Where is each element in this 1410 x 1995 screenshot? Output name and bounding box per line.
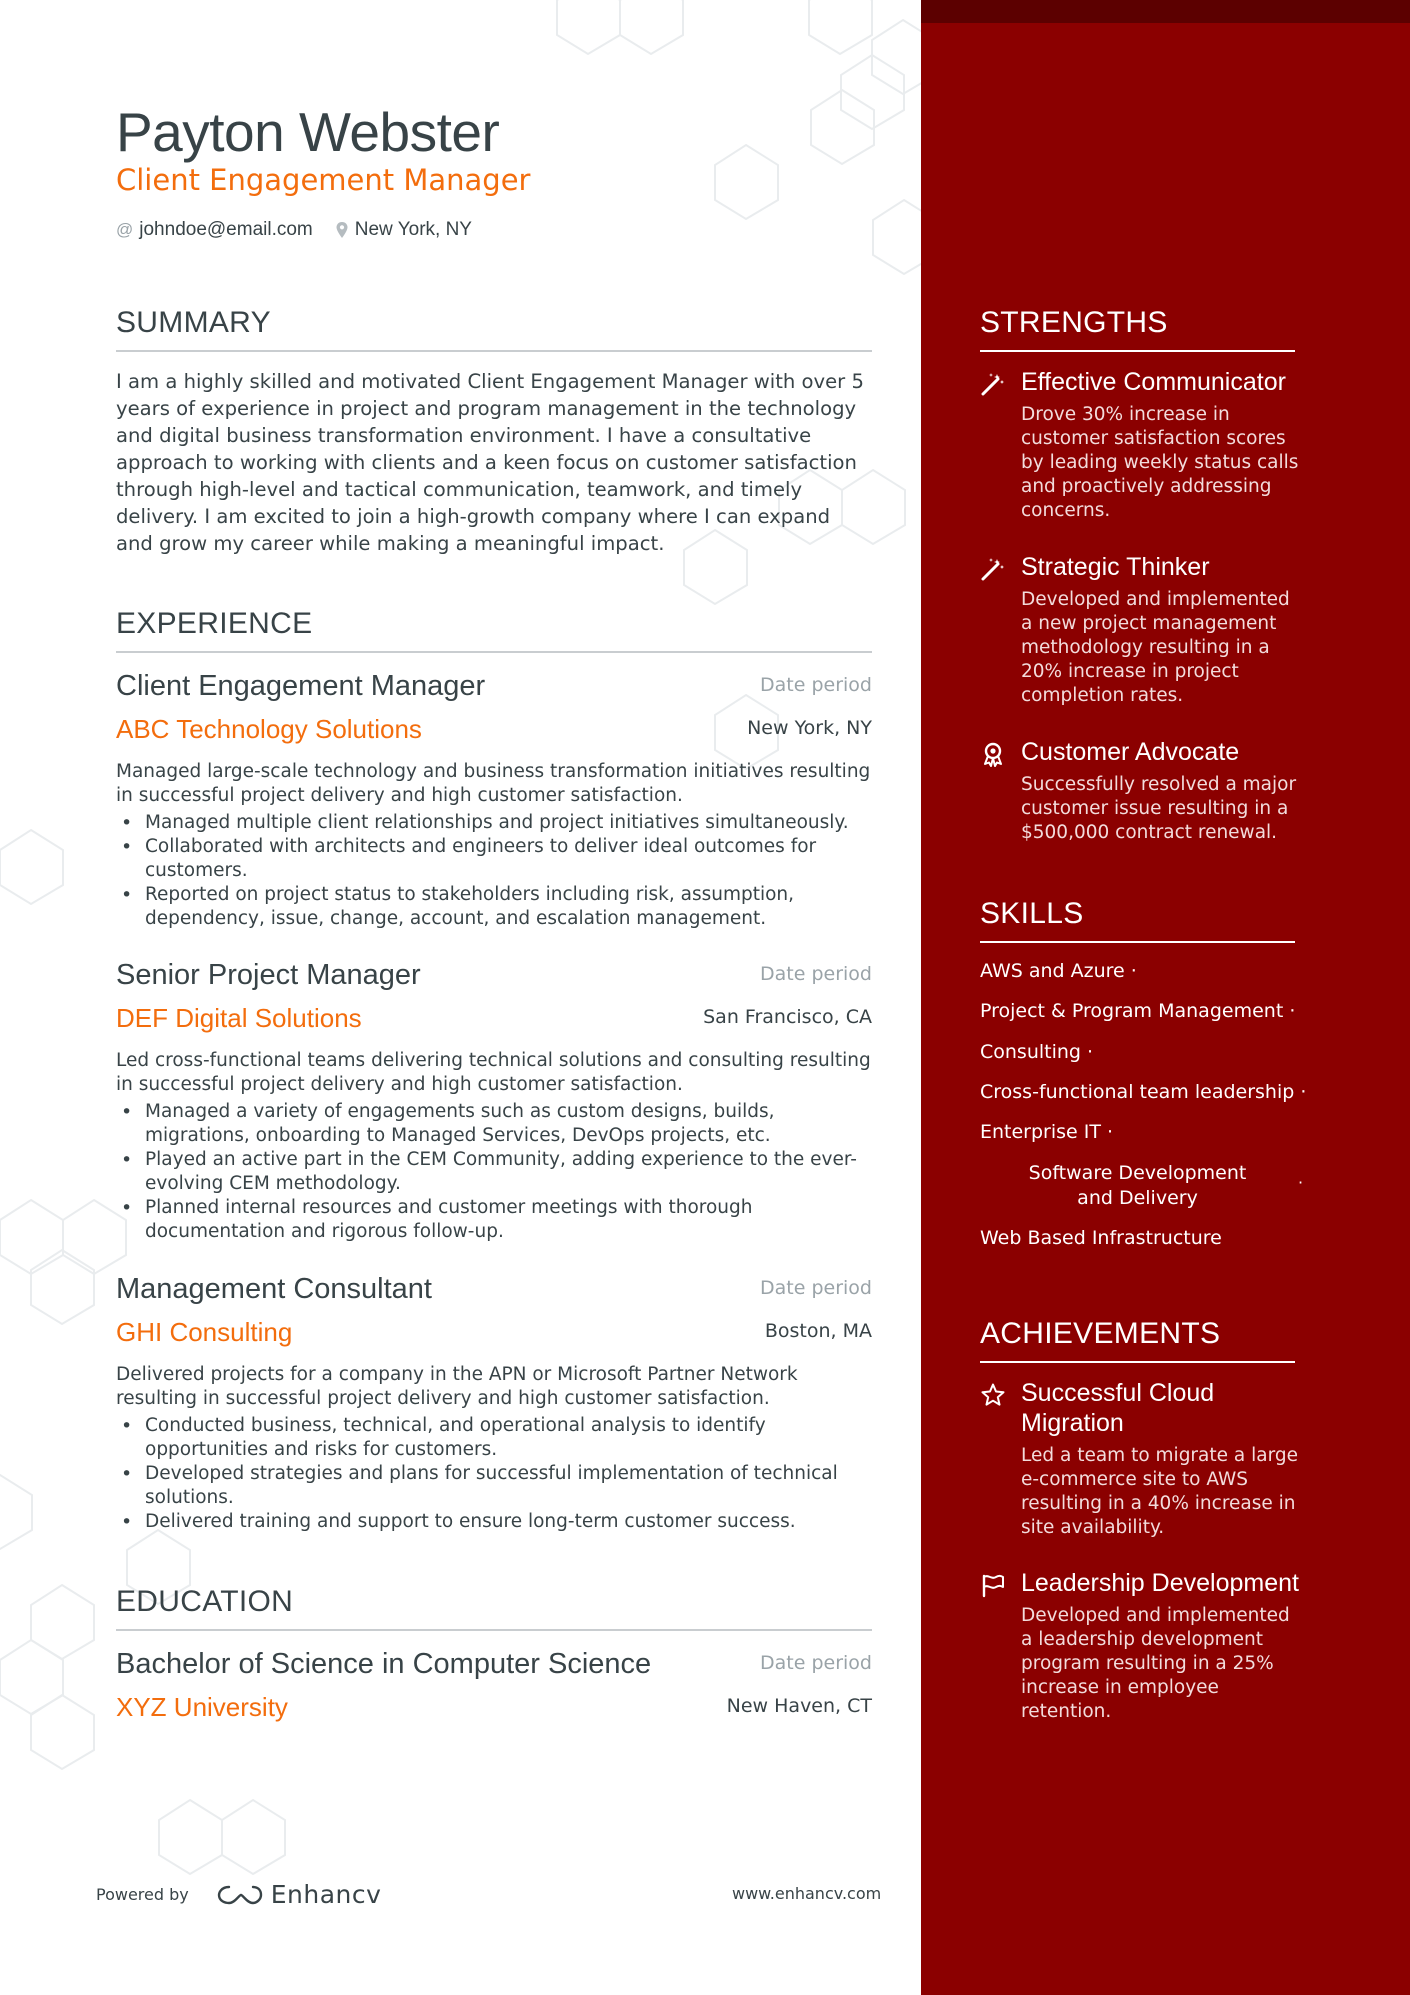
- job-location: San Francisco, CA: [703, 1006, 872, 1028]
- experience-entry: [116, 959, 872, 1244]
- job-title: Management Consultant: [116, 1273, 432, 1305]
- strength-title: Customer Advocate: [1021, 738, 1240, 766]
- school-name: XYZ University: [116, 1692, 288, 1722]
- list-item: • Planned internal resources and customer meetings with thorough documentation and rigorous follow-up.: [116, 1196, 872, 1244]
- contact-info: [116, 219, 472, 241]
- achievement-title: Successful Cloud Migration: [1021, 1379, 1215, 1437]
- job-title: Client Engagement Manager: [116, 670, 486, 702]
- experience-heading: EXPERIENCE: [116, 607, 872, 653]
- skill-label: Cross-functional team leadership: [980, 1081, 1295, 1103]
- education-entry: [116, 1648, 872, 1732]
- strength-item: [980, 552, 1310, 708]
- location-contact: [335, 219, 472, 241]
- job-description: Managed large-scale technology and business transformation initiatives resulting in successful project delivery and high customer satisfaction.: [116, 761, 871, 806]
- job-date: Date period: [760, 674, 872, 696]
- job-description: Led cross-functional teams delivering technical solutions and consulting resulting in successful project delivery and high customer satisfaction.: [116, 1050, 871, 1095]
- skill-label: Enterprise IT: [980, 1121, 1101, 1143]
- email-contact[interactable]: [116, 219, 313, 241]
- degree-title: Bachelor of Science in Computer Science: [116, 1648, 652, 1680]
- experience-entry: [116, 1273, 872, 1534]
- list-item: • Collaborated with architects and engineers to deliver ideal outcomes for customers.: [116, 835, 872, 883]
- skill-label: Project & Program Management: [980, 1000, 1284, 1022]
- school-location: New Haven, CT: [726, 1695, 872, 1717]
- enhancv-logo-icon: [217, 1883, 263, 1907]
- strengths-heading: STRENGTHS: [980, 306, 1295, 352]
- job-company: DEF Digital Solutions: [116, 1003, 362, 1033]
- list-item: • Developed strategies and plans for successful implementation of technical solutions.: [116, 1462, 872, 1510]
- email-text: johndoe@email.com: [139, 219, 313, 240]
- powered-by-text: Powered by: [96, 1885, 189, 1904]
- skill-separator: ·: [1298, 1173, 1304, 1192]
- strength-title: Effective Communicator: [1021, 368, 1286, 396]
- skill-item: Cross-functional team leadership ·: [980, 1081, 1307, 1103]
- skill-item: Project & Program Management ·: [980, 1000, 1296, 1022]
- job-date: Date period: [760, 963, 872, 985]
- summary-text: I am a highly skilled and motivated Client Engagement Manager with over 5 years of experience in project and program management in the technology and digital business transformation environment. I have a consultative approach to working with clients and a keen focus on customer satisfaction through high-level and tactical communication, teamwork, and timely delivery. I am excited to join a high-growth company where I can expand and grow my career while making a meaningful impact.: [116, 370, 864, 555]
- achievement-item: [980, 1568, 1310, 1724]
- magic-wand-icon: [980, 371, 1006, 397]
- candidate-name: Payton Webster: [116, 101, 500, 163]
- award-ribbon-icon: [980, 741, 1006, 767]
- skill-item: [980, 1227, 1222, 1249]
- enhancv-logo[interactable]: [217, 1880, 382, 1909]
- candidate-role: Client Engagement Manager: [116, 163, 531, 197]
- job-date: Date period: [760, 1277, 872, 1299]
- list-item: • Managed a variety of engagements such as custom designs, builds, migrations, onboarding to Managed Services, DevOps projects, etc.: [116, 1100, 872, 1148]
- job-description: Delivered projects for a company in the APN or Microsoft Partner Network resulting in successful project delivery and high customer satisfaction.: [116, 1364, 798, 1409]
- strength-description: Developed and implemented a new project management methodology resulting in a 20% increase in project completion rates.: [1021, 589, 1290, 706]
- flag-icon: [980, 1572, 1006, 1598]
- job-company: GHI Consulting: [116, 1317, 293, 1347]
- experience-entry: [116, 670, 872, 931]
- job-bullets: [116, 1100, 872, 1244]
- sidebar-top-bar: [921, 0, 1410, 23]
- job-title: Senior Project Manager: [116, 959, 421, 991]
- sidebar: [921, 0, 1410, 1995]
- education-heading: EDUCATION: [116, 1585, 872, 1631]
- skill-item: Consulting ·: [980, 1041, 1094, 1063]
- achievement-description: Developed and implemented a leadership development program resulting in a 25% increase in employee retention.: [1021, 1605, 1290, 1722]
- location-text: New York, NY: [354, 219, 472, 240]
- list-item: • Played an active part in the CEM Community, adding experience to the ever-evolving CEM methodology.: [116, 1148, 872, 1196]
- achievement-item: [980, 1378, 1310, 1540]
- skill-item: AWS and Azure ·: [980, 960, 1137, 982]
- skill-label: Consulting: [980, 1041, 1081, 1063]
- summary-heading: SUMMARY: [116, 306, 872, 352]
- achievement-title: Leadership Development: [1021, 1569, 1299, 1597]
- brand-name: Enhancv: [270, 1880, 382, 1909]
- magic-wand-icon: [980, 556, 1006, 582]
- achievements-heading: ACHIEVEMENTS: [980, 1317, 1295, 1363]
- education-date: Date period: [760, 1652, 872, 1674]
- job-bullets: [116, 1414, 872, 1534]
- strength-item: [980, 367, 1310, 523]
- strength-description: Successfully resolved a major customer issue resulting in a $500,000 contract renewal.: [1021, 774, 1297, 843]
- achievement-description: Led a team to migrate a large e-commerce site to AWS resulting in a 40% increase in site availability.: [1021, 1445, 1298, 1538]
- list-item: • Reported on project status to stakeholders including risk, assumption, dependency, issue, change, account, and escalation management.: [116, 883, 872, 931]
- job-location: Boston, MA: [764, 1320, 872, 1342]
- footer-powered-by: [96, 1880, 381, 1909]
- location-pin-icon: [335, 221, 349, 239]
- list-item: • Managed multiple client relationships and project initiatives simultaneously.: [116, 811, 872, 835]
- strength-title: Strategic Thinker: [1021, 553, 1210, 581]
- website-link[interactable]: www.enhancv.com: [732, 1884, 882, 1903]
- job-company: ABC Technology Solutions: [116, 714, 422, 744]
- strength-item: [980, 737, 1310, 845]
- job-bullets: [116, 811, 872, 931]
- skill-label: AWS and Azure: [980, 960, 1125, 982]
- skill-item: Software Development and Delivery: [1028, 1162, 1247, 1209]
- list-item: • Delivered training and support to ensure long-term customer success.: [116, 1510, 872, 1534]
- star-icon: [980, 1382, 1006, 1408]
- job-location: New York, NY: [747, 717, 872, 739]
- strength-description: Drove 30% increase in customer satisfaction scores by leading weekly status calls and proactively addressing concerns.: [1021, 404, 1299, 521]
- skills-heading: SKILLS: [980, 897, 1295, 943]
- at-icon: @: [116, 220, 134, 239]
- list-item: • Conducted business, technical, and operational analysis to identify opportunities and risks for customers.: [116, 1414, 872, 1462]
- skill-label: Web Based Infrastructure: [980, 1227, 1222, 1249]
- skill-item: Enterprise IT ·: [980, 1121, 1114, 1143]
